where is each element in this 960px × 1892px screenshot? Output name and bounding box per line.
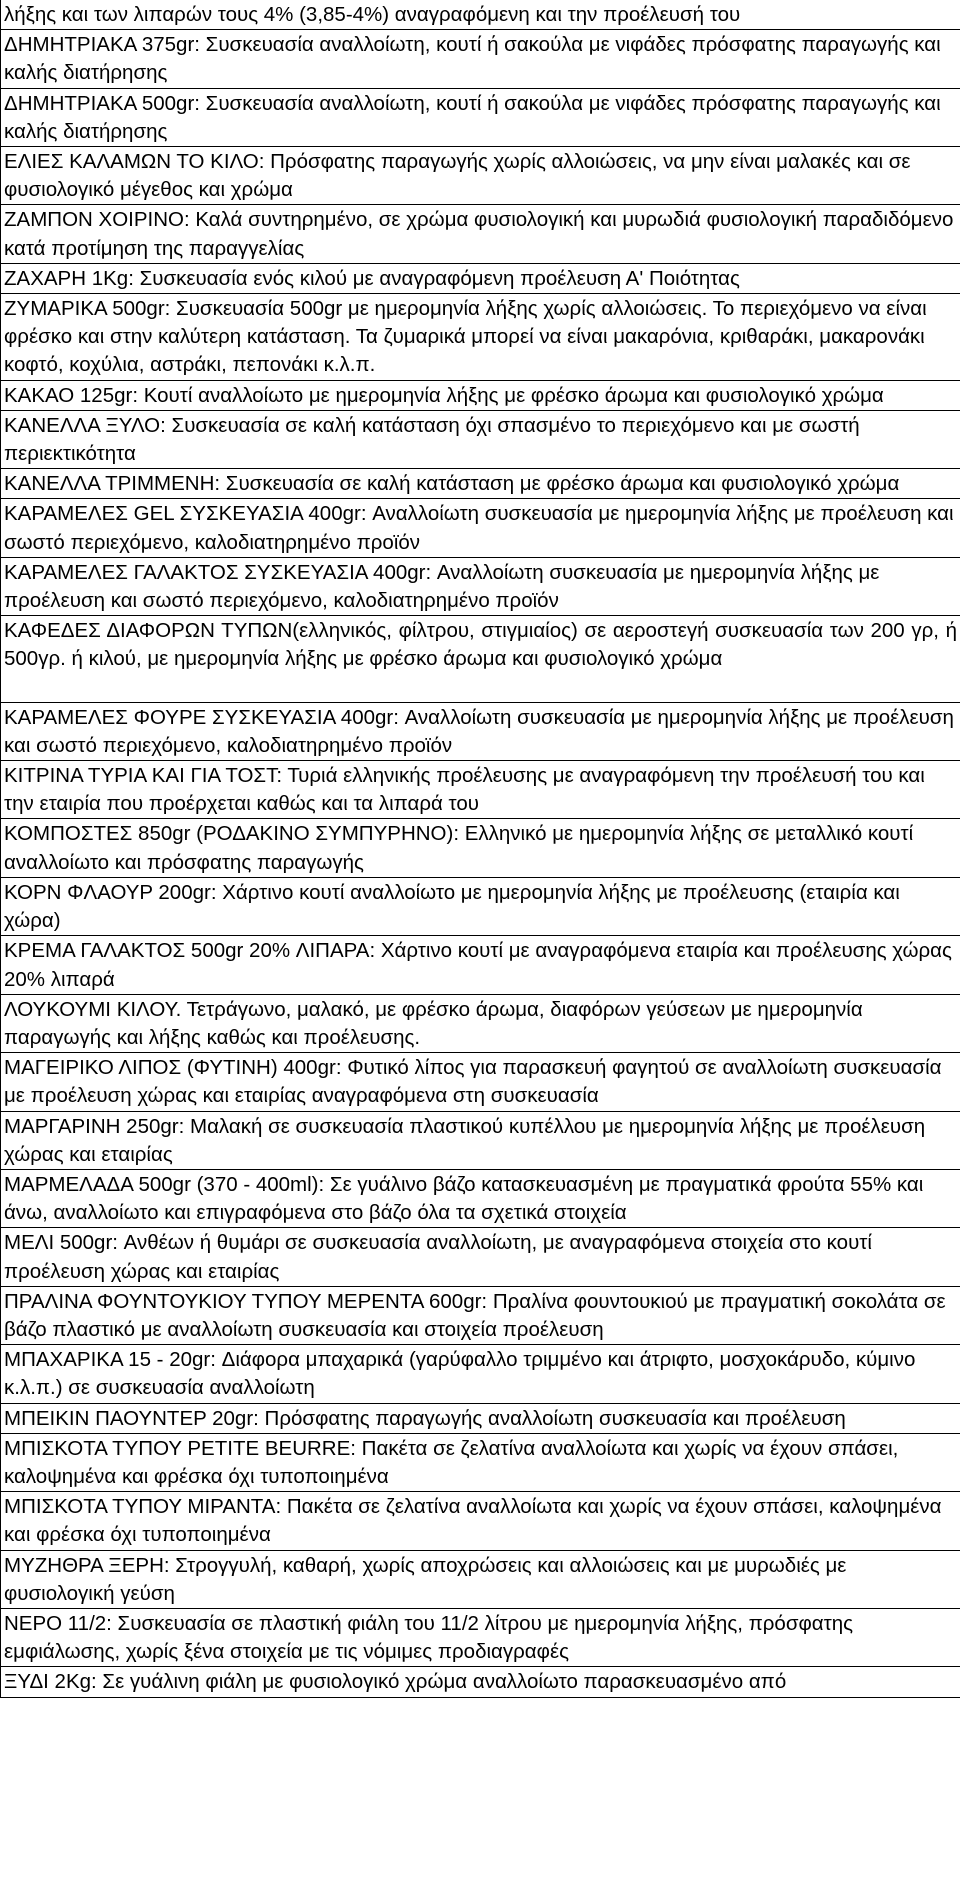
row-text: ΖΑΧΑΡΗ 1Kg: Συσκευασία ενός κιλού με αναγραφόμενη προέλευση Α' Ποιότητας [1,263,960,293]
row-text: ΔΗΜΗΤΡΙΑΚΑ 500gr: Συσκευασία αναλλοίωτη, κουτί ή σακούλα με νιφάδες πρόσφατης παραγωγής και καλής διατήρησης [1,88,960,146]
table-row [1,1053,960,1111]
table-row [1,1228,960,1286]
row-text: ΜΑΓΕΙΡΙΚΟ ΛΙΠΟΣ (ΦΥΤΙΝΗ) 400gr: Φυτικό λίπος για παρασκευή φαγητού σε αναλλοίωτη συσκευασία με προέλευση χώρας και εταιρίας αναγραφόμενα στη συσκευασία [1,1053,960,1111]
row-text: ΚΟΜΠΟΣΤΕΣ 850gr (ΡΟΔΑΚΙΝΟ ΣΥΜΠΥΡΗΝΟ): Ελληνικό με ημερομηνία λήξης σε μεταλλικό κουτί αναλλοίωτο και πρόσφατης παραγωγής [1,819,960,877]
row-text: ΖΑΜΠΟΝ ΧΟΙΡΙΝΟ: Καλά συντηρημένο, σε χρώμα φυσιολογική και μυρωδιά φυσιολογική παραδιδόμενο κατά προτίμηση της παραγγελίας [1,205,960,263]
row-text: λήξης και των λιπαρών τους 4% (3,85-4%) αναγραφόμενη και την προέλευσή του [1,0,960,30]
table-row [1,994,960,1052]
row-text: ΜΑΡΜΕΛΑΔΑ 500gr (370 - 400ml): Σε γυάλινο βάζο κατασκευασμένη με πραγματικά φρούτα 55% και άνω, αναλλοίωτο και επιγραφόμενα στο βάζο όλα τα σχετικά στοιχεία [1,1169,960,1227]
row-text: ΝΕΡΟ 11/2: Συσκευασία σε πλαστική φιάλη του 11/2 λίτρου με ημερομηνία λήξης, πρόσφατης εμφιάλωσης, χωρίς ξένα στοιχεία με τις νόμιμες προδιαγραφές [1,1608,960,1666]
table-row [1,761,960,819]
row-text: ΔΗΜΗΤΡΙΑΚΑ 375gr: Συσκευασία αναλλοίωτη, κουτί ή σακούλα με νιφάδες πρόσφατης παραγωγής και καλής διατήρησης [1,30,960,88]
row-text: ΚΟΡΝ ΦΛΑΟΥΡ 200gr: Χάρτινο κουτί αναλλοίωτο με ημερομηνία λήξης με προέλευσης (εταιρία και χώρα) [1,877,960,935]
table-row [1,936,960,994]
row-text: ΕΛΙΕΣ ΚΑΛΑΜΩΝ ΤΟ ΚΙΛΟ: Πρόσφατης παραγωγής χωρίς αλλοιώσεις, να μην είναι μαλακές και σε φυσιολογικό μέγεθος και χρώμα [1,147,960,205]
row-text: ΚΑΦΕΔΕΣ ΔΙΑΦΟΡΩΝ ΤΥΠΩΝ(ελληνικός, φίλτρου, στιγμιαίος) σε αεροστεγή συσκευασία των 200 γρ, ή 500γρ. ή κιλού, με ημερομηνία λήξης με φρέσκο άρωμα και φυσιολογικό χρώμα [1,616,960,702]
table-row [1,1169,960,1227]
row-text: ΜΠΑΧΑΡΙΚΑ 15 - 20gr: Διάφορα μπαχαρικά (γαρύφαλλο τριμμένο και άτριφτο, μοσχοκάρυδο, κύμινο κ.λ.π.) σε συσκευασία αναλλοίωτη [1,1345,960,1403]
row-text: ΜΥΖΗΘΡΑ ΞΕΡΗ: Στρογγυλή, καθαρή, χωρίς αποχρώσεις και αλλοιώσεις και με μυρωδιές με φυσιολογική γεύση [1,1550,960,1608]
row-text: ΚΙΤΡΙΝΑ ΤΥΡΙΑ ΚΑΙ ΓΙΑ ΤΟΣΤ: Τυριά ελληνικής προέλευσης με αναγραφόμενη την προέλευσή του και την εταιρία που προέρχεται καθώς και τα λιπαρά του [1,761,960,819]
table-row [1,1111,960,1169]
table-row [1,1667,960,1697]
row-text: ΚΑΚΑΟ 125gr: Κουτί αναλλοίωτο με ημερομηνία λήξης με φρέσκο άρωμα και φυσιολογικό χρώμα [1,380,960,410]
table-row [1,263,960,293]
table-row [1,294,960,381]
table-row [1,1433,960,1491]
row-text: ΜΠΙΣΚΟΤΑ ΤΥΠΟΥ ΜΙΡΑΝΤΑ: Πακέτα σε ζελατίνα αναλλοίωτα και χωρίς να έχουν σπάσει, καλοψημένα και φρέσκα όχι τυποποιημένα [1,1492,960,1550]
row-text: ΚΑΡΑΜΕΛΕΣ ΦΟΥΡΕ ΣΥΣΚΕΥΑΣΙΑ 400gr: Αναλλοίωτη συσκευασία με ημερομηνία λήξης με προέλευση και σωστό περιεχόμενο, καλοδιατηρημένο προϊόν [1,702,960,760]
table-row [1,1550,960,1608]
row-text: ΜΑΡΓΑΡΙΝΗ 250gr: Μαλακή σε συσκευασία πλαστικού κυπέλλου με ημερομηνία λήξης με προέλευση χώρας και εταιρίας [1,1111,960,1169]
table-row [1,469,960,499]
table-row [1,410,960,468]
table-row [1,1608,960,1666]
table-row [1,557,960,615]
table-row [1,616,960,702]
row-text: ΚΑΝΕΛΛΑ ΞΥΛΟ: Συσκευασία σε καλή κατάσταση όχι σπασμένο το περιεχόμενο και με σωστή περιεκτικότητα [1,410,960,468]
row-text: ΜΕΛΙ 500gr: Ανθέων ή θυμάρι σε συσκευασία αναλλοίωτη, με αναγραφόμενα στοιχεία στο κουτί προέλευση χώρας και εταιρίας [1,1228,960,1286]
table-row [1,88,960,146]
row-text: ΞΥΔΙ 2Kg: Σε γυάλινη φιάλη με φυσιολογικό χρώμα αναλλοίωτο παρασκευασμένο από [1,1667,960,1697]
row-text: ΜΠΕΙΚΙΝ ΠΑΟΥΝΤΕΡ 20gr: Πρόσφατης παραγωγής αναλλοίωτη συσκευασία και προέλευση [1,1403,960,1433]
row-text: ΚΑΝΕΛΛΑ ΤΡΙΜΜΕΝΗ: Συσκευασία σε καλή κατάσταση με φρέσκο άρωμα και φυσιολογικό χρώμα [1,469,960,499]
row-text: ΜΠΙΣΚΟΤΑ ΤΥΠΟΥ PETITE BEURRE: Πακέτα σε ζελατίνα αναλλοίωτα και χωρίς να έχουν σπάσει, καλοψημένα και φρέσκα όχι τυποποιημένα [1,1433,960,1491]
table-row [1,1492,960,1550]
table-row [1,147,960,205]
table-row [1,0,960,30]
table-row [1,499,960,557]
table-row [1,30,960,88]
row-text: ΚΑΡΑΜΕΛΕΣ GEL ΣΥΣΚΕΥΑΣΙΑ 400gr: Αναλλοίωτη συσκευασία με ημερομηνία λήξης με προέλευση και σωστό περιεχόμενο, καλοδιατηρημένο προϊόν [1,499,960,557]
table-row [1,1286,960,1344]
table-row [1,1345,960,1403]
table-row [1,380,960,410]
table-row [1,205,960,263]
table-row [1,819,960,877]
row-text: ΖΥΜΑΡΙΚΑ 500gr: Συσκευασία 500gr με ημερομηνία λήξης χωρίς αλλοιώσεις. Το περιεχόμενο να είναι φρέσκο και στην καλύτερη κατάσταση. Τα ζυμαρικά μπορεί να είναι μακαρόνια, κριθαράκι, μακαρονάκι κοφτό, κοχύλια, αστράκι, πεπονάκι κ.λ.π. [1,294,960,381]
table-row [1,877,960,935]
table-row [1,702,960,760]
row-text: ΛΟΥΚΟΥΜΙ ΚΙΛΟΥ. Τετράγωνο, μαλακό, με φρέσκο άρωμα, διαφόρων γεύσεων με ημερομηνία παραγωγής και λήξης καθώς και προέλευσης. [1,994,960,1052]
row-text: ΚΡΕΜΑ ΓΑΛΑΚΤΟΣ 500gr 20% ΛΙΠΑΡΑ: Χάρτινο κουτί με αναγραφόμενα εταιρία και προέλευσης χώρας 20% λιπαρά [1,936,960,994]
table-row [1,1403,960,1433]
row-text: ΠΡΑΛΙΝΑ ΦΟΥΝΤΟΥΚΙΟΥ ΤΥΠΟΥ ΜΕΡΕΝΤΑ 600gr: Πραλίνα φουντουκιού με πραγματική σοκολάτα σε βάζο πλαστικό με αναλλοίωτη συσκευασία και στοιχεία προέλευση [1,1286,960,1344]
row-text: ΚΑΡΑΜΕΛΕΣ ΓΑΛΑΚΤΟΣ ΣΥΣΚΕΥΑΣΙΑ 400gr: Αναλλοίωτη συσκευασία με ημερομηνία λήξης με προέλευση και σωστό περιεχόμενο, καλοδιατηρημένο προϊόν [1,557,960,615]
